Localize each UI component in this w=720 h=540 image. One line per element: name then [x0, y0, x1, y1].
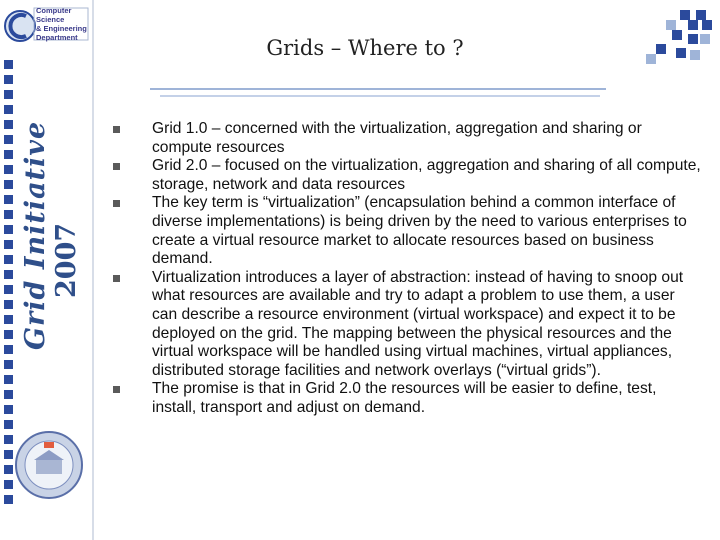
bullet-square-icon — [113, 163, 120, 170]
bullet-text: The key term is “virtualization” (encapsulation behind a common interface of diverse implementations) is being driven by the need to various enterprises to create a virtual resource market to allocate resources based on business demand. — [152, 194, 687, 268]
logo-line-3: Department — [36, 33, 78, 42]
university-seal-icon — [14, 430, 84, 500]
side-title-line-1: Grid Initiative — [20, 120, 51, 350]
logo-line-2: & Engineering — [36, 24, 87, 33]
bullet-square-icon — [113, 200, 120, 207]
logo-caption — [36, 6, 92, 42]
title-underline — [150, 88, 606, 90]
slide-title: Grids – Where to ? — [266, 36, 464, 60]
bullet-text: Grid 1.0 – concerned with the virtualization, aggregation and sharing or compute resources — [152, 120, 642, 156]
bullet-item — [112, 157, 702, 194]
corner-checker-decoration — [636, 10, 712, 66]
bullet-square-icon — [113, 126, 120, 133]
side-title — [20, 121, 82, 350]
bullet-list — [112, 120, 702, 418]
bullet-item — [112, 269, 702, 381]
bullet-square-icon — [113, 275, 120, 282]
bullet-text: Grid 2.0 – focused on the virtualization, aggregation and sharing of all compute, storage, network and data resources — [152, 157, 701, 193]
side-title-line-2: 2007 — [51, 222, 82, 298]
decorative-squares-left — [4, 60, 13, 510]
bullet-item — [112, 380, 702, 417]
bullet-item — [112, 194, 702, 268]
title-underline-secondary — [160, 95, 600, 97]
logo-line-1: Computer Science — [36, 6, 72, 24]
bullet-square-icon — [113, 386, 120, 393]
bullet-text: Virtualization introduces a layer of abstraction: instead of having to snoop out what resources are available and try to adapt a problem to use them, a user can describe a resource environment (virtual workspace) and expect it to be deployed on the grid. The mapping between the physical resources and the virtual workspace will be handled using virtual machines, virtual appliances, distributed storage facilities and network overlays (“virtual grids”). — [152, 268, 684, 379]
bullet-text: The promise is that in Grid 2.0 the resources will be easier to define, test, install, transport and adjust on demand. — [152, 380, 657, 416]
bullet-item — [112, 120, 702, 157]
sidebar — [0, 0, 94, 540]
